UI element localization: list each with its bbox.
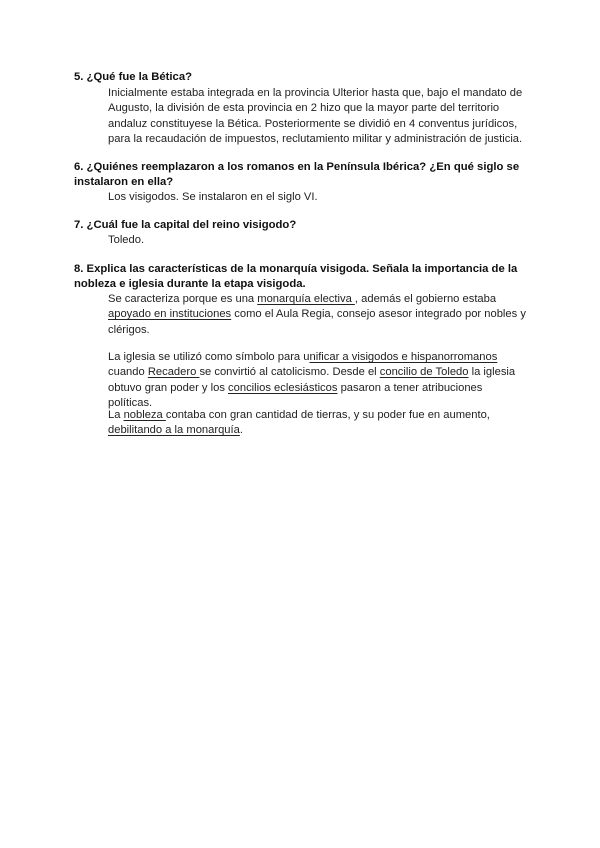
underline-concilio-toledo: concilio de Toledo bbox=[379, 366, 469, 379]
underline-nobleza: nobleza bbox=[123, 409, 166, 421]
underline-monarquia-electiva: monarquía electiva bbox=[257, 293, 355, 305]
p3-text-2: contaba con gran cantidad de tierras, y su poder fue en aumento, bbox=[165, 409, 490, 421]
question-5: 5. ¿Qué fue la Bética? bbox=[74, 71, 193, 83]
p2-text-5: pasaron a tener atribuciones políticas. bbox=[108, 381, 483, 410]
underline-unificar: nificar a visigodos e hispanorromanos bbox=[309, 351, 498, 363]
p1-text-1: Se caracteriza porque es una bbox=[108, 293, 258, 305]
underline-debilitando: debilitando a la monarquía bbox=[108, 424, 240, 437]
p2-text-4: la iglesia obtuvo gran poder y los bbox=[108, 366, 516, 394]
answer-6: Los visigodos. Se instalaron en el siglo VI. bbox=[108, 191, 318, 203]
answer-5: Inicialmente estaba integrada en la provincia Ulterior hasta que, bajo el mandato de Augusto, la división de esta provincia en 2 hizo que la mayor parte del territorio andaluz constituyese la Bética. Posteriormente se dividió en 4 conventus jurídicos, para la recaudación de impuestos, reclutamiento militar y administración de justicia. bbox=[108, 87, 523, 146]
p2-text-1: La iglesia se utilizó como símbolo para u bbox=[108, 351, 310, 363]
underline-apoyado-instituciones: apoyado en instituciones bbox=[108, 308, 232, 321]
answer-7: Toledo. bbox=[108, 234, 145, 246]
answer-8-paragraph-1 bbox=[108, 292, 528, 338]
question-6: 6. ¿Quiénes reemplazaron a los romanos en la Península Ibérica? ¿En qué siglo se instalaron en ella? bbox=[74, 161, 520, 188]
p1-text-2: , además el gobierno estaba bbox=[354, 293, 497, 305]
p3-text-1: La bbox=[108, 409, 124, 421]
answer-8-paragraph-3 bbox=[108, 408, 528, 439]
underline-recadero: Recadero bbox=[147, 366, 200, 379]
p3-text-3: . bbox=[239, 424, 243, 437]
answer-8-paragraph-2 bbox=[108, 350, 528, 412]
p2-text-2: cuando bbox=[108, 366, 148, 379]
question-7: 7. ¿Cuál fue la capital del reino visigodo? bbox=[74, 219, 297, 231]
p1-text-3: como el Aula Regia, consejo asesor integrado por nobles y clérigos. bbox=[108, 308, 526, 336]
question-8: 8. Explica las características de la monarquía visigoda. Señala la importancia de la nobleza e iglesia durante la etapa visigoda. bbox=[74, 263, 518, 290]
p2-text-3: se convirtió al catolicismo. Desde el bbox=[199, 366, 380, 379]
underline-concilios-eclesiasticos: concilios eclesiásticos bbox=[228, 381, 338, 394]
